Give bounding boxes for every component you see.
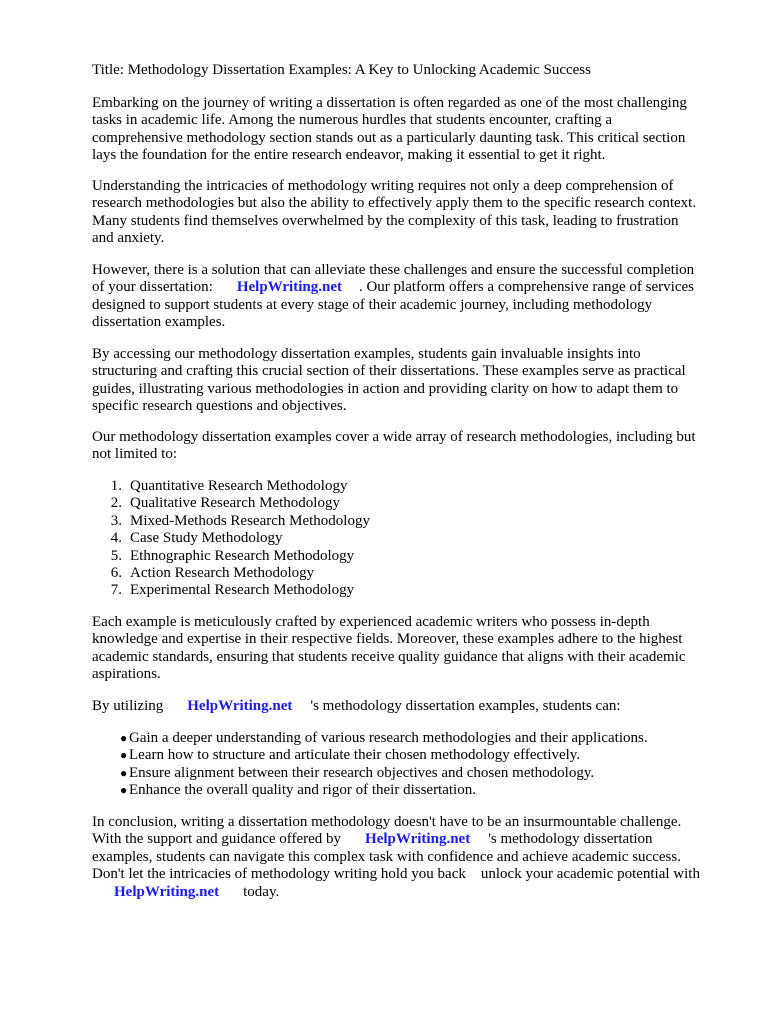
paragraph-line: Understanding the intricacies of methodology writing requires not only a deep comprehension of — [92, 178, 674, 194]
bullet-icon: ● — [120, 748, 128, 763]
methodology-list — [92, 478, 732, 600]
paragraph-each-example — [92, 614, 732, 684]
helpwriting-link[interactable]: HelpWriting.net — [187, 698, 293, 714]
paragraph-line: examples, students can navigate this complex task with confidence and achieve academic success. — [92, 848, 681, 865]
paragraph-line: and anxiety. — [92, 230, 165, 247]
list-item: ● Gain a deeper understanding of various research methodologies and their applications. — [120, 730, 648, 746]
list-item: 2. Qualitative Research Methodology — [110, 495, 340, 512]
paragraph-line: academic standards, ensuring that students receive quality guidance that aligns with their academic — [92, 648, 686, 665]
paragraph-line: In conclusion, writing a dissertation methodology doesn't have to be an insurmountable challenge. — [92, 814, 682, 830]
paragraph-line: dissertation examples. — [92, 314, 226, 331]
list-item: 5. Ethnographic Research Methodology — [110, 547, 355, 564]
paragraph-line: Each example is meticulously crafted by experienced academic writers who possess in-depth — [92, 614, 650, 630]
list-item: 6. Action Research Methodology — [110, 564, 315, 581]
helpwriting-link[interactable]: HelpWriting.net — [365, 831, 471, 848]
paragraph-line: With the support and guidance offered by HelpWriting.net 's methodology dissertation — [92, 831, 653, 848]
bullet-icon: ● — [120, 783, 128, 798]
paragraph-accessing — [92, 346, 732, 416]
paragraph-line: Our methodology dissertation examples cover a wide array of research methodologies, including but — [92, 429, 696, 445]
paragraph-line: By utilizing HelpWriting.net 's methodology dissertation examples, students can: — [92, 698, 621, 714]
paragraph-line: lays the foundation for the entire research endeavor, making it essential to get it right. — [92, 147, 606, 164]
paragraph-line: Don't let the intricacies of methodology writing hold you back unlock your academic potential with — [92, 866, 700, 883]
paragraph-utilizing — [92, 698, 732, 715]
list-item: 4. Case Study Methodology — [110, 530, 283, 547]
paragraph-conclusion — [92, 814, 732, 901]
list-item: ● Learn how to structure and articulate their chosen methodology effectively. — [120, 747, 581, 764]
paragraph-line: By accessing our methodology dissertation examples, students gain invaluable insights into — [92, 346, 641, 362]
paragraph-line: comprehensive methodology section stands out as a particularly daunting task. This critical section — [92, 129, 686, 146]
paragraph-line: of your dissertation: HelpWriting.net . Our platform offers a comprehensive range of services — [92, 279, 694, 296]
list-item: ● Enhance the overall quality and rigor of their dissertation. — [120, 782, 476, 799]
helpwriting-link[interactable]: HelpWriting.net — [236, 279, 342, 296]
list-item: 7. Experimental Research Methodology — [110, 582, 355, 599]
paragraph-line: knowledge and expertise in their respective fields. Moreover, these examples adhere to the highest — [92, 631, 683, 648]
paragraph-line: specific research questions and objectives. — [92, 398, 347, 415]
paragraph-line: not limited to: — [92, 446, 177, 463]
list-item: ● Ensure alignment between their research objectives and chosen methodology. — [120, 764, 595, 781]
paragraph-line: designed to support students at every stage of their academic journey, including methodology — [92, 296, 653, 313]
list-item: 3. Mixed-Methods Research Methodology — [110, 512, 370, 529]
paragraph-line: structuring and crafting this crucial section of their dissertations. These examples serve as practical — [92, 363, 686, 380]
paragraph-solution — [92, 262, 732, 332]
bullet-icon: ● — [120, 731, 128, 745]
document-title: Title: Methodology Dissertation Examples: A Key to Unlocking Academic Success — [92, 62, 591, 78]
paragraph-intro — [92, 95, 732, 165]
paragraph-line: aspirations. — [92, 666, 161, 683]
paragraph-line: Many students find themselves overwhelmed by the complexity of this task, leading to frustration — [92, 212, 679, 229]
paragraph-understanding — [92, 178, 732, 248]
list-item: 1. Quantitative Research Methodology — [110, 478, 348, 494]
bullet-icon: ● — [120, 765, 128, 780]
benefits-list — [92, 730, 732, 800]
paragraph-line: Embarking on the journey of writing a dissertation is often regarded as one of the most challenging — [92, 95, 687, 111]
paragraph-line: tasks in academic life. Among the numerous hurdles that students encounter, crafting a — [92, 112, 613, 129]
paragraph-cover — [92, 429, 732, 464]
helpwriting-link[interactable]: HelpWriting.net — [114, 883, 220, 900]
paragraph-line: HelpWriting.net today. — [114, 883, 280, 900]
paragraph-line: However, there is a solution that can alleviate these challenges and ensure the successful completion — [92, 262, 695, 278]
paragraph-line: guides, illustrating various methodologies in action and providing clarity on how to adapt them to — [92, 380, 679, 397]
paragraph-line: research methodologies but also the ability to effectively apply them to the specific research context. — [92, 195, 697, 212]
